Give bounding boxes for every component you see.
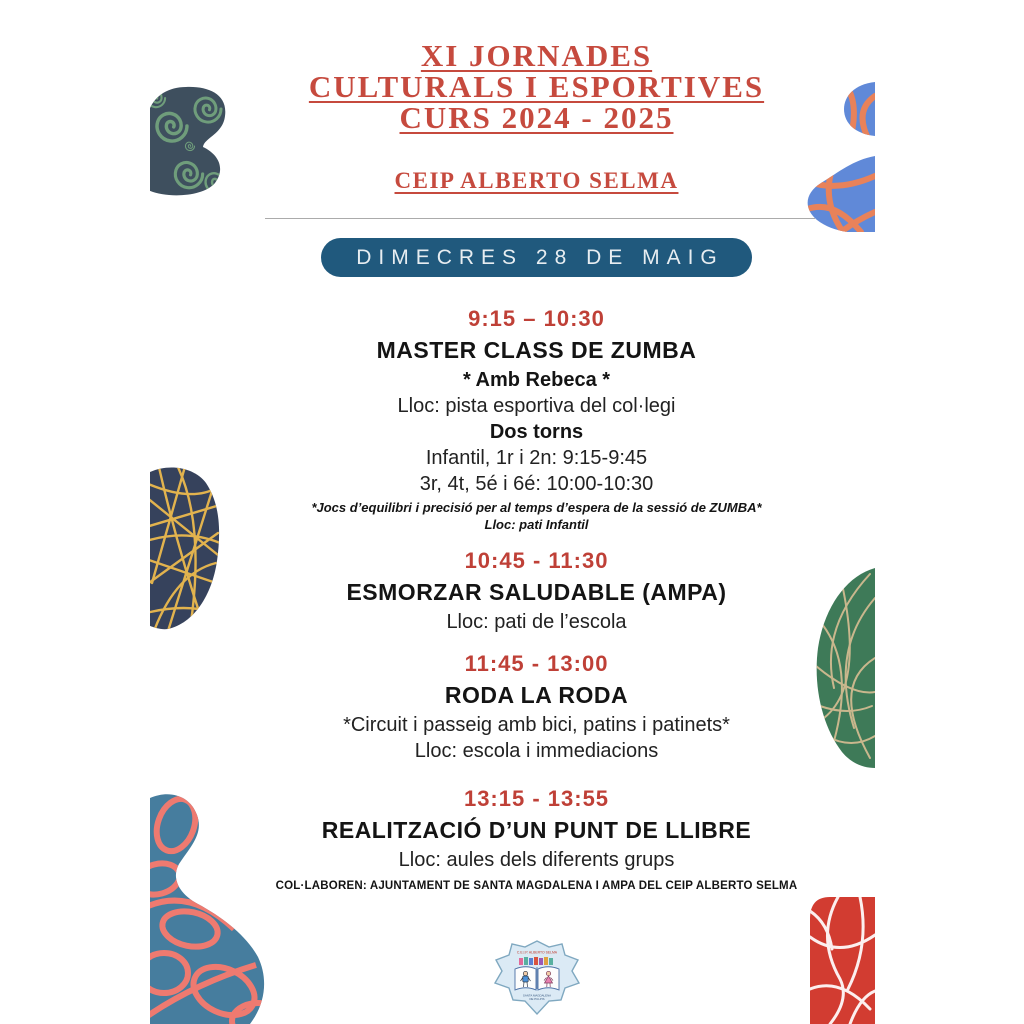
crest-top-text: C.E.I.P. ALBERTO SELMA bbox=[516, 950, 557, 955]
event-block-roda bbox=[174, 651, 875, 766]
event-line: Lloc: pista esportiva del col·legi bbox=[397, 395, 676, 417]
date-banner-row bbox=[174, 238, 875, 277]
event-time: 11:45 - 13:00 bbox=[464, 651, 609, 676]
event-time: 9:15 – 10:30 bbox=[468, 306, 605, 331]
date-banner: DIMECRES 28 DE MAIG bbox=[321, 238, 752, 277]
crest-books-icon bbox=[519, 957, 553, 965]
event-note: *Jocs d’equilibri i precisió per al temps d’espera de la sessió de ZUMBA* bbox=[311, 500, 762, 515]
poster-title bbox=[174, 40, 875, 133]
event-line: Infantil, 1r i 2n: 9:15-9:45 bbox=[425, 447, 648, 469]
title-line-3: CURS 2024 - 2025 bbox=[399, 100, 674, 135]
school-name-row bbox=[174, 168, 875, 193]
event-title: ESMORZAR SALUDABLE (AMPA) bbox=[346, 579, 727, 605]
event-title: REALITZACIÓ D’UN PUNT DE LLIBRE bbox=[321, 817, 752, 843]
event-title: MASTER CLASS DE ZUMBA bbox=[376, 337, 697, 363]
event-line: Dos torns bbox=[489, 421, 584, 443]
event-line: 3r, 4t, 5é i 6é: 10:00-10:30 bbox=[419, 473, 654, 495]
crest-open-book-icon bbox=[515, 967, 559, 990]
event-time: 13:15 - 13:55 bbox=[463, 786, 610, 811]
crest-bottom-text-2: DE PULPIS bbox=[528, 997, 545, 1001]
event-line: Lloc: pati de l’escola bbox=[446, 611, 627, 633]
event-title: RODA LA RODA bbox=[444, 682, 629, 708]
poster-area bbox=[150, 0, 875, 1024]
event-block-punt-llibre bbox=[174, 786, 875, 875]
event-line: * Amb Rebeca * bbox=[462, 369, 611, 391]
event-block-esmorzar bbox=[174, 548, 875, 637]
section-divider bbox=[265, 218, 815, 219]
event-time: 10:45 - 11:30 bbox=[464, 548, 609, 573]
logo-row bbox=[174, 938, 875, 1023]
credits-row bbox=[174, 876, 875, 894]
event-line: Lloc: escola i immediacions bbox=[414, 740, 659, 762]
event-note: Lloc: pati Infantil bbox=[484, 517, 589, 532]
event-block-zumba bbox=[174, 306, 875, 533]
school-name: CEIP ALBERTO SELMA bbox=[394, 168, 679, 193]
title-line-1: XI JORNADES bbox=[420, 38, 653, 73]
crest-bottom-text-1: SANTA MAGDALENA bbox=[522, 993, 551, 998]
event-line: *Circuit i passeig amb bici, patins i patinets* bbox=[343, 714, 730, 736]
school-crest-logo bbox=[489, 938, 585, 1018]
title-line-2: CULTURALS I ESPORTIVES bbox=[308, 69, 765, 104]
credits-line: COL·LABOREN: AJUNTAMENT DE SANTA MAGDALENA I AMPA DEL CEIP ALBERTO SELMA bbox=[275, 880, 798, 892]
event-line: Lloc: aules dels diferents grups bbox=[398, 849, 675, 871]
